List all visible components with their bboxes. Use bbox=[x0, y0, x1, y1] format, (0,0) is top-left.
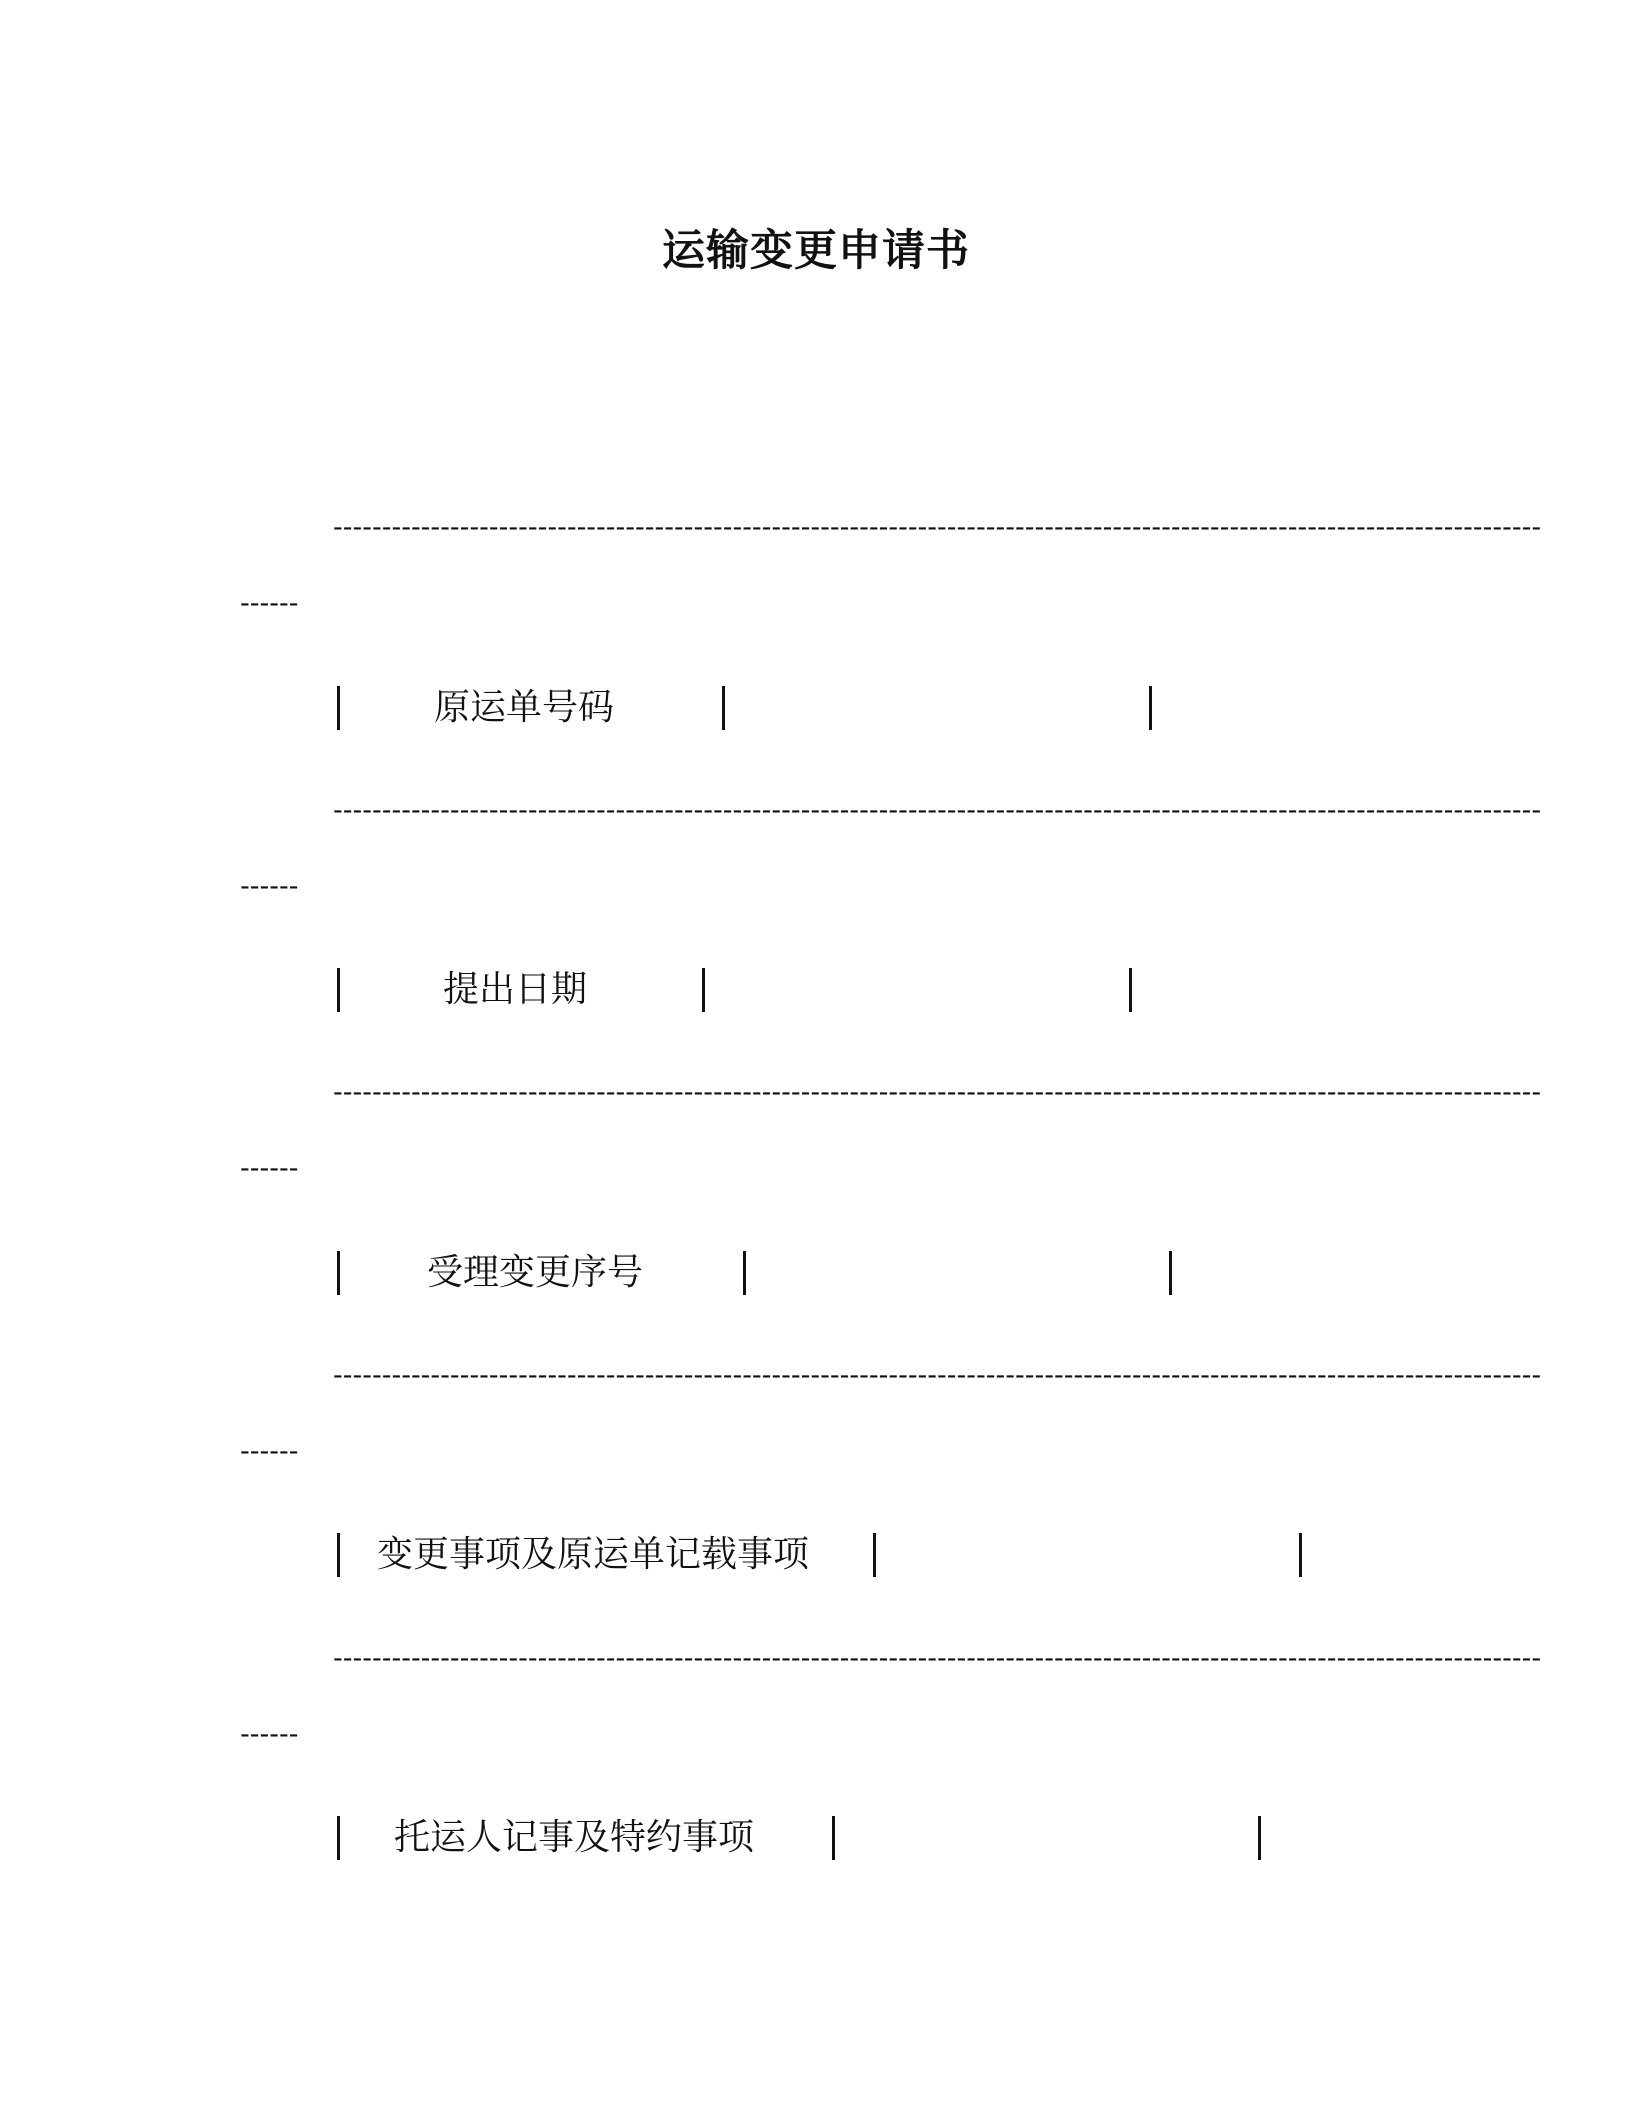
form-row-original-waybill-number bbox=[0, 680, 1632, 740]
row-label: 托运人记事及特约事项 bbox=[394, 1817, 755, 1858]
form-row-change-acceptance-number bbox=[0, 1245, 1632, 1305]
column-divider bbox=[1129, 968, 1132, 1012]
separator-line-continuation: ------ bbox=[240, 588, 299, 619]
column-divider bbox=[1258, 1816, 1261, 1860]
row-label: 提出日期 bbox=[443, 969, 588, 1010]
row-label: 受理变更序号 bbox=[427, 1252, 644, 1293]
separator-line: ---------------------------------------------------------------------------------------------------------------------------- bbox=[333, 512, 1542, 543]
column-divider bbox=[743, 1251, 746, 1295]
document-title: 运输变更申请书 bbox=[662, 226, 970, 276]
separator-line-continuation: ------ bbox=[240, 871, 299, 902]
separator-line-continuation: ------ bbox=[240, 1153, 299, 1184]
column-divider bbox=[722, 686, 725, 730]
column-divider bbox=[1169, 1251, 1172, 1295]
column-divider bbox=[832, 1816, 835, 1860]
form-row-change-items bbox=[0, 1527, 1632, 1587]
column-divider bbox=[1299, 1533, 1302, 1577]
separator-line: ---------------------------------------------------------------------------------------------------------------------------- bbox=[333, 1643, 1542, 1674]
separator-line-continuation: ------ bbox=[240, 1436, 299, 1467]
separator-line: ---------------------------------------------------------------------------------------------------------------------------- bbox=[333, 795, 1542, 826]
row-left-border bbox=[337, 968, 340, 1012]
row-label: 变更事项及原运单记载事项 bbox=[377, 1534, 810, 1575]
column-divider bbox=[1149, 686, 1152, 730]
row-label: 原运单号码 bbox=[434, 687, 615, 728]
column-divider bbox=[702, 968, 705, 1012]
column-divider bbox=[873, 1533, 876, 1577]
separator-line: ---------------------------------------------------------------------------------------------------------------------------- bbox=[333, 1360, 1542, 1391]
row-left-border bbox=[337, 1533, 340, 1577]
row-left-border bbox=[337, 686, 340, 730]
row-left-border bbox=[337, 1816, 340, 1860]
form-row-submission-date bbox=[0, 962, 1632, 1022]
separator-line: ---------------------------------------------------------------------------------------------------------------------------- bbox=[333, 1077, 1542, 1108]
separator-line-continuation: ------ bbox=[240, 1719, 299, 1750]
form-row-shipper-notes bbox=[0, 1810, 1632, 1870]
row-left-border bbox=[337, 1251, 340, 1295]
